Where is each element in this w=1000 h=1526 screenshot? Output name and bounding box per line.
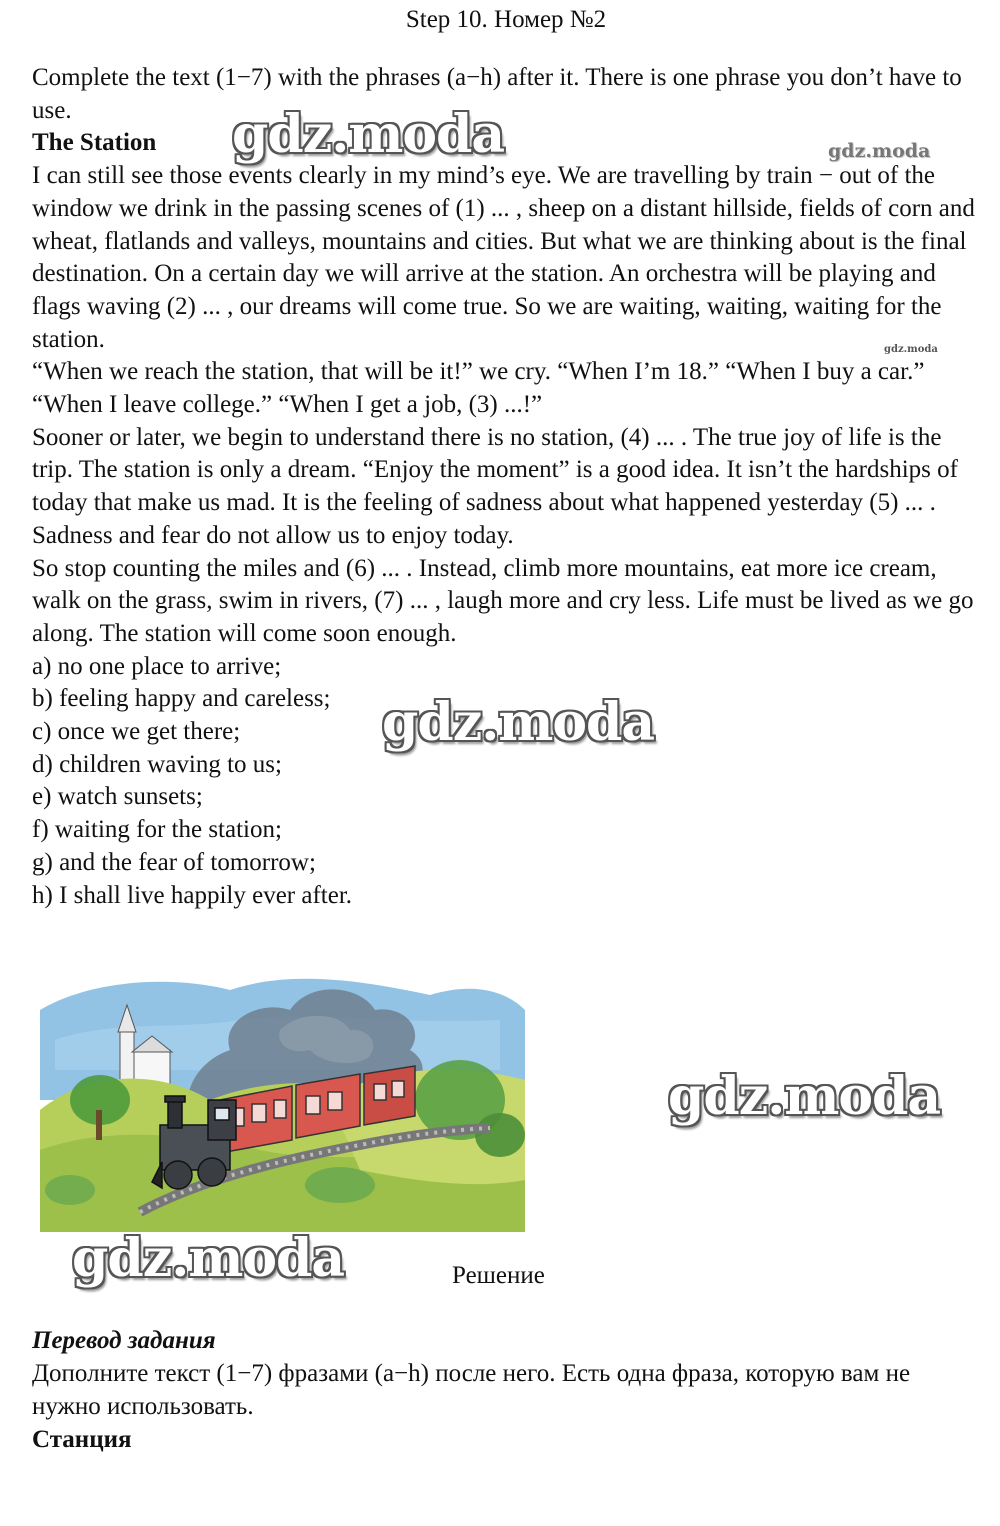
- option-item: b) feeling happy and careless;: [32, 685, 331, 713]
- page-heading: Step 10. Номер №2: [405, 6, 607, 33]
- story-paragraph: So stop counting the miles and (6) ... . Instead, climb more mountains, eat more ice cream, walk on the grass, swim in rivers, (7) ... , laugh more and cry less. Life must be lived as we go along. The station will come soon enough.: [32, 554, 974, 647]
- option-item: g) and the fear of tomorrow;: [32, 848, 316, 876]
- option-item: e) watch sunsets;: [32, 783, 203, 811]
- instructions: Complete the text (1−7) with the phrases (a−h) after it. There is one phrase you don’t have to use.: [32, 64, 962, 124]
- train-illustration: [30, 950, 530, 1232]
- solution-label: Решение: [452, 1262, 545, 1289]
- watermark: gdz.moda: [72, 1228, 345, 1289]
- story-paragraph: “When we reach the station, that will be it!” we cry. “When I’m 18.” “When I buy a car.” “When I leave college.” “When I get a job, (3) ...!”: [32, 358, 925, 419]
- watermark: gdz.moda: [884, 344, 938, 355]
- story-paragraph: Sooner or later, we begin to understand there is no station, (4) ... . The true joy of life is the trip. The station is only a dream. “Enjoy the moment” is a good idea. It isn’t the hardships of today that make us mad. It is the feeling of sadness about what happened yesterday (5) ... . Sadness and fear do not allow us to enjoy today.: [32, 423, 958, 549]
- story-paragraph: I can still see those events clearly in my mind’s eye. We are travelling by train − out of the window we drink in the passing scenes of (1) ... , sheep on a distant hillside, fields of corn and wheat, flatlands and valleys, mountains and cities. But what we are thinking about is the final destination. On a certain day we will arrive at the station. An orchestra will be playing and flags waving (2) ... , our dreams will come true. So we are waiting, waiting, waiting for the station.: [32, 162, 975, 353]
- translation-section: [32, 1324, 984, 1456]
- option-item: c) once we get there;: [32, 718, 241, 746]
- translation-instructions: Дополните текст (1−7) фразами (a−h) после него. Есть одна фраза, которую вам не нужно использовать.: [32, 1360, 911, 1420]
- translation-title: Перевод задания: [32, 1327, 216, 1354]
- exercise-text: [32, 62, 984, 912]
- watermark: gdz.moda: [828, 140, 931, 162]
- option-item: h) I shall live happily ever after.: [32, 881, 353, 909]
- option-item: f) waiting for the station;: [32, 816, 282, 844]
- option-item: a) no one place to arrive;: [32, 652, 282, 680]
- watermark: gdz.moda: [382, 692, 655, 753]
- translation-story-title: Станция: [32, 1426, 132, 1453]
- option-item: d) children waving to us;: [32, 750, 282, 778]
- story-title: The Station: [32, 129, 157, 157]
- watermark: gdz.moda: [232, 104, 505, 165]
- watermark: gdz.moda: [668, 1066, 941, 1127]
